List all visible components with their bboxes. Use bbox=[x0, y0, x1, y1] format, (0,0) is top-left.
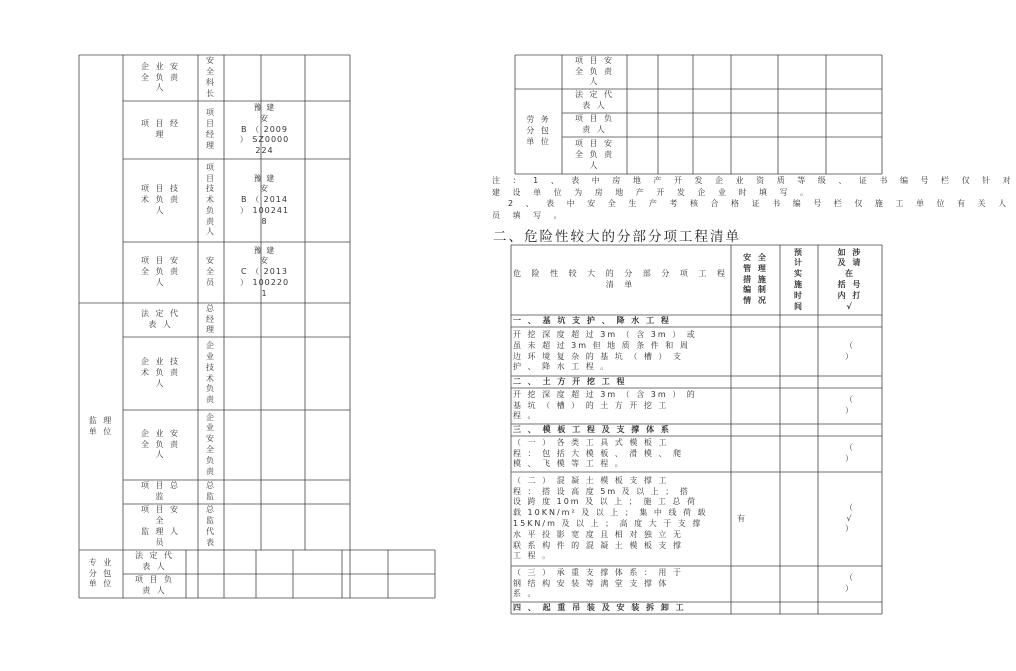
title-cell-safety-officer: 安 全 员 bbox=[206, 256, 216, 287]
role-cell-project-manager: 项 目 经 理 bbox=[140, 119, 181, 139]
sup-role-safety-lead: 企 业 安 全 负 责 人 bbox=[140, 428, 181, 460]
sup-title-deputy: 总 监 代 表 bbox=[206, 505, 216, 547]
hazard-section-1: 一 、 基 坑 支 护 、 降 水 工 程 bbox=[513, 315, 671, 325]
hazard-section-2: 二 、 土 方 开 挖 工 程 bbox=[513, 376, 627, 386]
section-title: 二、危险性较大的分部分项工程清单 bbox=[493, 229, 741, 245]
cert-cell-technical-lead: 豫 建 安 B （ 2014 ） 100241 8 bbox=[239, 173, 290, 226]
sup-role-safety-supervisor: 项 目 安 全 监 理 人 员 bbox=[140, 505, 181, 547]
title-cell-technical-lead: 项 目 技 术 负 责 人 bbox=[206, 162, 216, 237]
hazard-item-3-1-check: （ ） bbox=[845, 443, 855, 463]
hazard-item-3-2: （ 二 ） 混 凝 土 模 板 支 撑 工 程 ： 搭 设 高 度 5m 及 以 上 ； 搭 设 跨 度 10m 及 以 上 ； 施 工 总 荷 载 10KN/m² 及 以 上 ； 集 中 线 荷 载 15KN/m 及 以 上 ； 高 度 大 于 支 撑 水 平 投 影 宽 度 且 相 对 独 立 无 联 系 构 件 的 混 凝 土 模 板 支 撑 工 程 。 bbox=[513, 475, 708, 561]
hazard-item-2: 开 挖 深 度 超 过 3m （ 含 3m ） 的 基 坑 （ 槽 ） 的 土 方 开 挖 工 程 。 bbox=[513, 389, 697, 421]
role-cell-enterprise-safety: 企 业 安 全 负 责 人 bbox=[140, 61, 181, 93]
hazard-item-3-3-check: （ ） bbox=[845, 573, 855, 593]
title-cell-safety-chief: 安 全 科 长 bbox=[206, 56, 216, 98]
labor-unit-label: 劳 务 分 包 单 位 bbox=[526, 115, 551, 146]
sup-role-legal-rep: 法 定 代 表 人 bbox=[140, 309, 181, 329]
hazard-item-3-2-measures: 有 bbox=[737, 513, 747, 523]
labor-role-legal-rep: 法 定 代 表 人 bbox=[574, 90, 615, 110]
sup-role-chief-supervisor: 项 目 总 监 bbox=[140, 481, 181, 501]
note-line-3: 2 、 表 中 安 全 生 产 考 核 合 格 证 书 编 号 栏 仅 施 工 单 位 有 关 人 bbox=[508, 199, 1012, 208]
hazard-item-3-2-check: （ √ ） bbox=[845, 502, 855, 534]
note-line-2: 建 设 单 位 为 房 地 产 开 发 企 业 时 填 写 。 bbox=[492, 188, 814, 197]
sub-role-legal-rep: 法 定 代 表 人 bbox=[134, 551, 175, 571]
hazard-item-1: 开 挖 深 度 超 过 3m （ 含 3m ） 或 虽 未 超 过 3m 但 地 质 条 件 和 周 边 环 境 复 杂 的 基 坑 （ 槽 ） 支 护 、 降 水 工 程 。 bbox=[513, 329, 697, 372]
cert-cell-project-safety: 豫 建 安 C （ 2013 ） 100220 1 bbox=[239, 245, 290, 298]
sup-title-safety-lead: 企 业 安 全 负 责 bbox=[206, 412, 216, 476]
sup-role-tech-lead: 企 业 技 术 负 责 人 bbox=[140, 357, 181, 388]
role-cell-project-safety: 项 目 安 全 负 责 人 bbox=[140, 256, 181, 287]
hazard-header-check: 如 涉 及 请 在 括 号 内 打 √ bbox=[837, 247, 863, 311]
hazard-header-schedule: 预 计 实 施 时 间 bbox=[794, 247, 804, 311]
hazard-section-4: 四 、 起 重 吊 装 及 安 装 拆 卸 工 bbox=[513, 602, 686, 612]
labor-role-project-lead: 项 目 负 责 人 bbox=[574, 114, 615, 134]
hazard-header-measures: 安 全 管 理 措 施 编 制 情 况 bbox=[743, 253, 768, 306]
hazard-item-3-3: （ 三 ） 承 重 支 撑 体 系 ： 用 于 钢 结 构 安 装 等 满 堂 支 撑 体 系 。 bbox=[513, 567, 683, 599]
supervision-unit-label: 监 理 单 位 bbox=[88, 415, 114, 436]
hazard-header-project: 危 险 性 较 大 的 分 部 分 项 工 程 清 单 bbox=[513, 269, 729, 289]
labor-role-safety-lead: 项 目 安 全 负 责 人 bbox=[574, 139, 615, 170]
role-cell-technical-lead: 项 目 技 术 负 责 人 bbox=[140, 184, 181, 215]
subcontract-unit-label: 专 业 分 包 单 位 bbox=[88, 557, 114, 589]
note-line-1: 注 ： 1 、 表 中 房 地 产 开 发 企 业 资 质 等 级 、 证 书 编 号 栏 仅 针 对 bbox=[492, 176, 1016, 185]
note-line-4: 员 填 写 。 bbox=[492, 211, 567, 220]
sub-role-project-lead: 项 目 负 责 人 bbox=[134, 575, 175, 595]
sup-title-general-manager: 总 经 理 bbox=[206, 303, 216, 335]
cert-cell-project-manager: 豫 建 安 B （ 2009 ） SZ0000 224 bbox=[239, 103, 290, 156]
title-cell-project-manager: 项 目 经 理 bbox=[206, 108, 216, 150]
sup-title-tech-lead: 企 业 技 术 负 责 bbox=[206, 341, 216, 405]
hazard-item-3-1: （ 一 ） 各 类 工 具 式 模 板 工 程 ： 包 括 大 模 板 、 滑 模 、 爬 模 、 飞 模 等 工 程 。 bbox=[513, 437, 683, 469]
sup-title-chief-supervisor: 总 监 bbox=[206, 481, 216, 501]
labor-top-role: 项 目 安 全 负 责 人 bbox=[574, 55, 615, 87]
hazard-item-2-check: （ ） bbox=[845, 395, 855, 415]
hazard-section-3: 三 、 模 板 工 程 及 支 撑 体 系 bbox=[513, 424, 671, 434]
hazard-item-1-check: （ ） bbox=[845, 340, 855, 361]
